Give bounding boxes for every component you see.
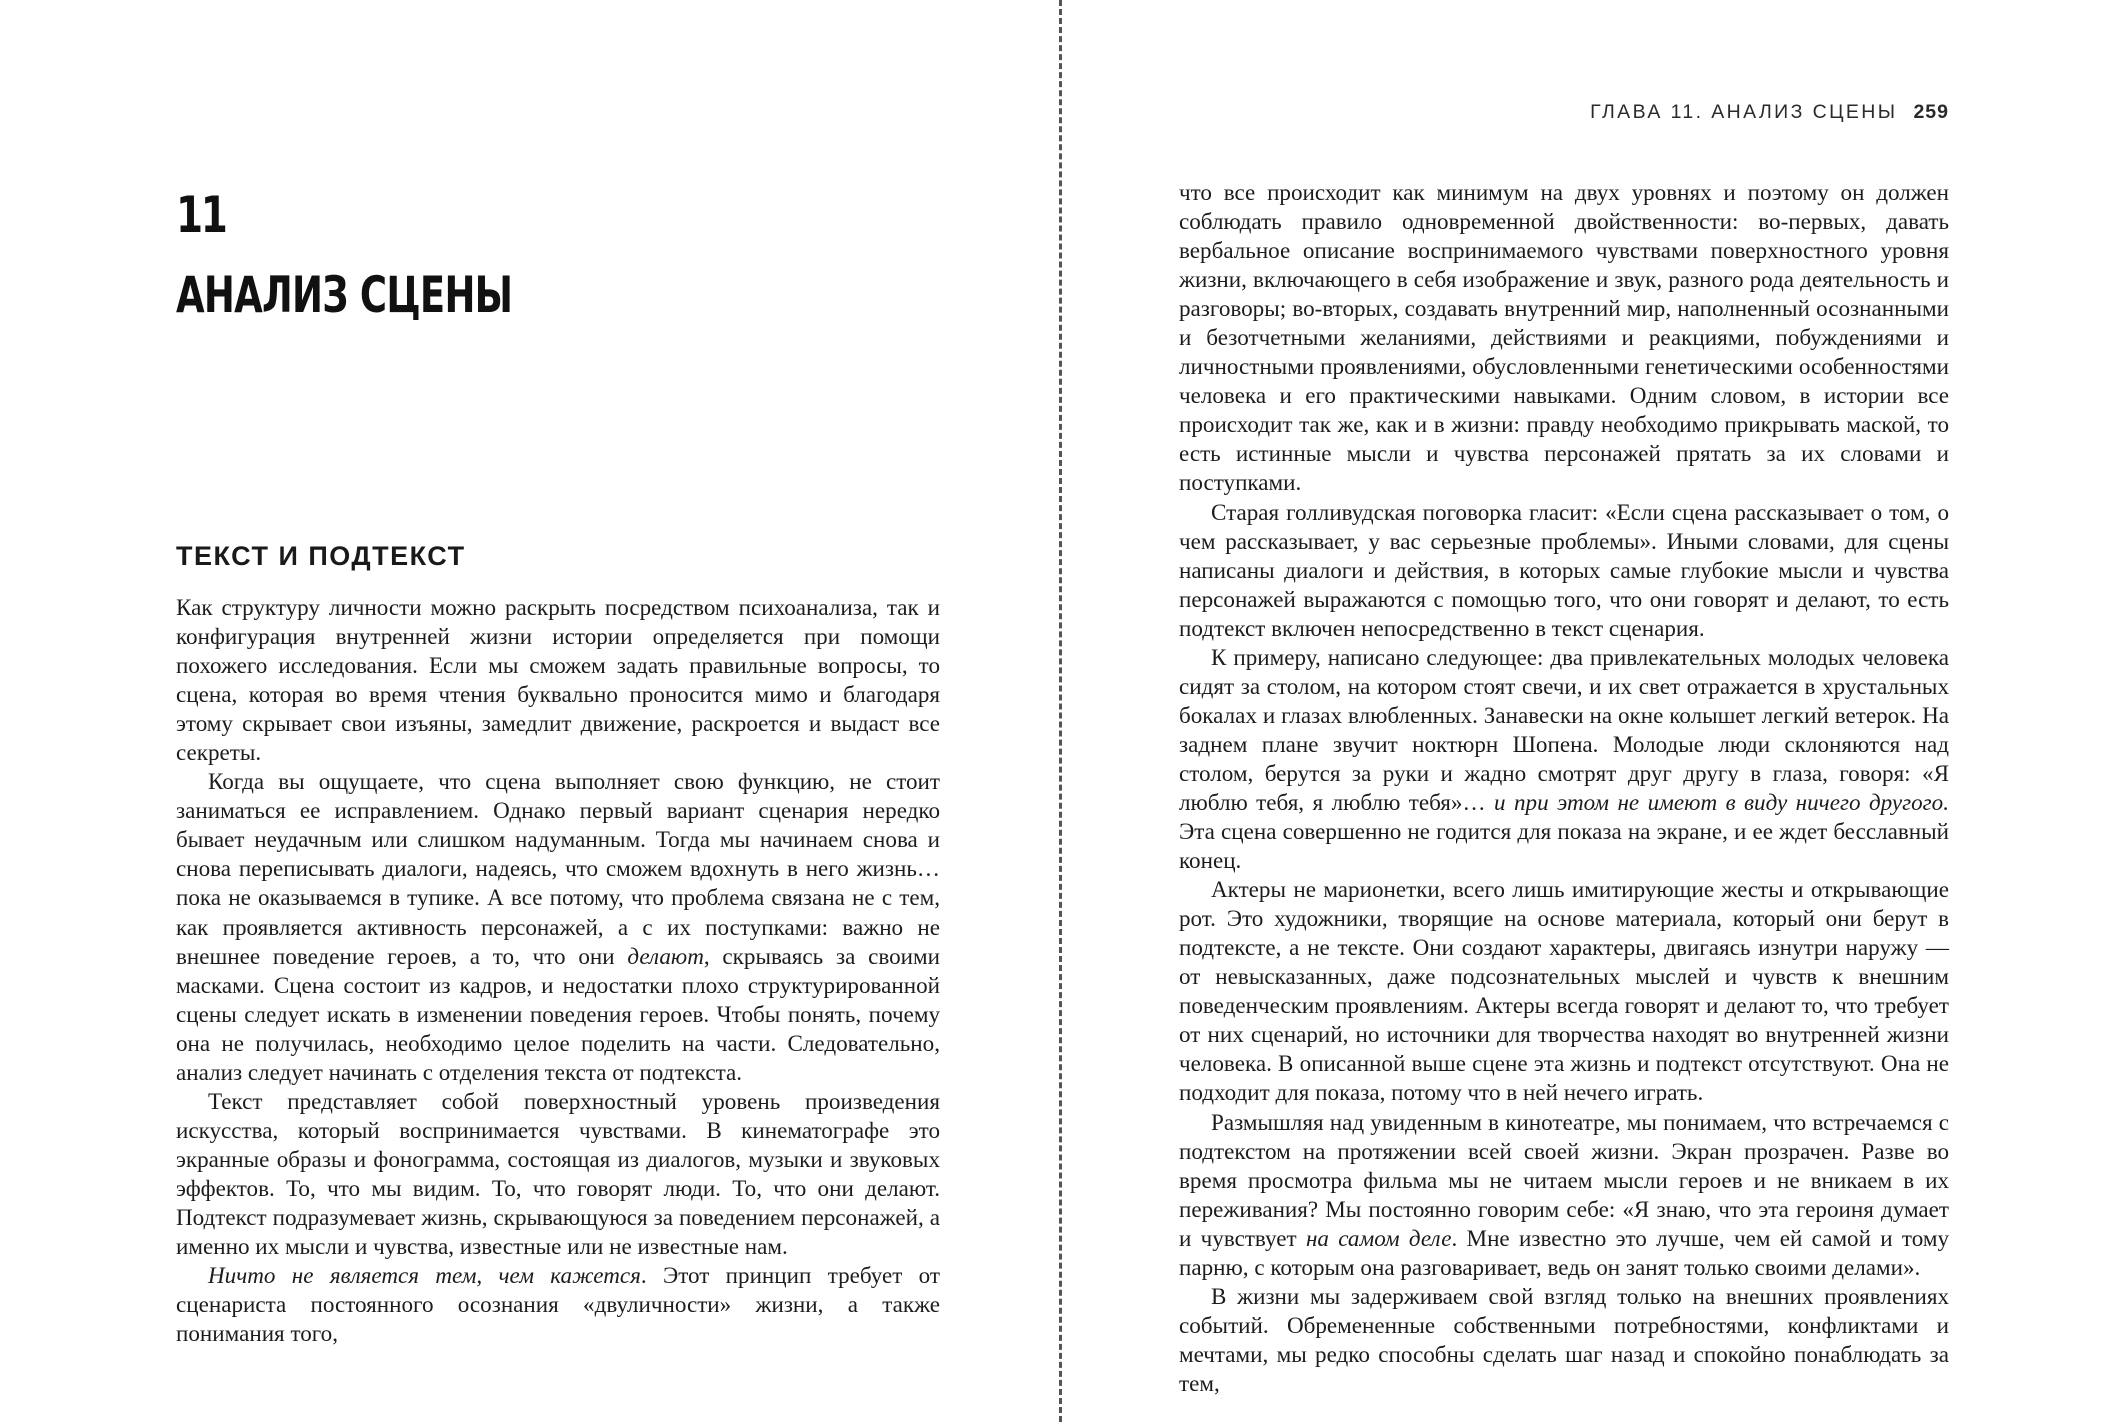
paragraph: К примеру, написано следующее: два привлекательных молодых человека сидят за столом, на котором стоят свечи, и их свет отражается в хрустальных бокалах и глазах влюбленных. Занавески на окне колышет легкий ветерок. На заднем плане звучит ноктюрн Шопена. Молодые люди склоняются над столом, берутся за руки и жадно смотрят друг другу в глаза, говоря: «Я люблю тебя, я люблю тебя»… и при этом не имеют в виду ничего другого. Эта сцена совершенно не годится для показа на экране, и ее ждет бесславный конец. [1179, 643, 1950, 874]
paragraph: Текст представляет собой поверхностный уровень произведения искусства, который воспринимается чувствами. В кинематографе это экранные образы и фонограмма, состоящая из диалогов, музыки и звуковых эффектов. То, что мы видим. То, что говорят люди. То, что они делают. Подтекст подразумевает жизнь, скрывающуюся за поведением персонажей, а именно их мысли и чувства, известные или не известные нам. [176, 1087, 940, 1260]
right-page-body [1179, 178, 1949, 1398]
chapter-number: 11 [176, 186, 226, 244]
page-gutter-divider [1059, 0, 1062, 1422]
page-number: 259 [1913, 101, 1949, 123]
paragraph: что все происходит как минимум на двух уровнях и поэтому он должен соблюдать правило одновременной двойственности: во-первых, давать вербальное описание воспринимаемого чувствами поверхностного уровня жизни, включающего в себя изображение и звук, разного рода деятельность и разговоры; во-вторых, создавать внутренний мир, наполненный осознанными и безотчетными желаниями, действиями и реакциями, побуждениями и личностными проявлениями, обусловленными генетическими особенностями человека и его практическими навыками. Одним словом, в истории все происходит так же, как и в жизни: правду необходимо прикрывать маской, то есть истинные мысли и чувства персонажей прятать за их словами и поступками. [1179, 179, 1949, 496]
left-page-body [176, 593, 940, 1348]
paragraph: Когда вы ощущаете, что сцена выполняет свою функцию, не стоит заниматься ее исправлением. Однако первый вариант сценария нередко бывает неудачным или слишком надуманным. Тогда мы начинаем снова и снова переписывать диалоги, надеясь, что сможем вдохнуть в него жизнь… пока не оказываемся в тупике. А все потому, что проблема связана не с тем, как проявляется активность персонажей, а с их поступками: важно не внешнее поведение героев, а то, что они делают, скрываясь за своими масками. Сцена состоит из кадров, и недостатки плохо структурированной сцены следует искать в изменении поведения героев. Чтобы понять, почему она не получилась, необходимо целое поделить на части. Следовательно, анализ следует начинать с отделения текста от подтекста. [176, 768, 940, 1085]
running-head-title: ГЛАВА 11. АНАЛИЗ СЦЕНЫ [1590, 101, 1898, 123]
paragraph: Размышляя над увиденным в кинотеатре, мы понимаем, что встречаемся с подтекстом на протяжении всей своей жизни. Экран прозрачен. Разве во время просмотра фильма мы не читаем мысли героев и не вникаем в их переживания? Мы постоянно говорим себе: «Я знаю, что эта героиня думает и чувствует на самом деле. Мне известно это лучше, чем ей самой и тому парню, с которым она разговаривает, ведь он занят только своими делами». [1179, 1108, 1949, 1280]
paragraph: Ничто не является тем, чем кажется. Этот принцип требует от сценариста постоянного осознания «двуличности» жизни, а также понимания того, [176, 1262, 940, 1347]
paragraph: Как структуру личности можно раскрыть посредством психоанализа, так и конфигурация внутренней жизни истории определяется при помощи похожего исследования. Если мы сможем задать правильные вопросы, то сцена, которая во время чтения буквально проносится мимо и благодаря этому скрывает свои изъяны, замедлит движение, раскроется и выдаст все секреты. [176, 594, 940, 766]
paragraph: Старая голливудская поговорка гласит: «Если сцена рассказывает о том, о чем рассказывает, у вас серьезные проблемы». Иными словами, для сцены написаны диалоги и действия, в которых самые глубокие мысли и чувства персонажей выражаются с помощью того, что они говорят и делают, то есть подтекст включен непосредственно в текст сценария. [1179, 498, 1949, 641]
running-head [1179, 101, 1949, 124]
paragraph: В жизни мы задерживаем свой взгляд только на внешних проявлениях событий. Обремененные собственными потребностями, конфликтами и мечтами, мы редко способны сделать шаг назад и спокойно понаблюдать за тем, [1179, 1282, 1949, 1396]
section-title: ТЕКСТ И ПОДТЕКСТ [176, 541, 466, 571]
chapter-title: АНАЛИЗ СЦЕНЫ [176, 266, 513, 324]
paragraph: Актеры не марионетки, всего лишь имитирующие жесты и открывающие рот. Это художники, творящие на основе материала, который они берут в подтексте, а не тексте. Они создают характеры, двигаясь изнутри наружу — от невысказанных, даже подсознательных мыслей и чувств к внешним поведенческим проявлениям. Актеры всегда говорят и делают то, что требует от них сценарий, но источники для творчества находят во внутренней жизни человека. В описанной выше сцене эта жизнь и подтекст отсутствуют. Она не подходит для показа, потому что в ней нечего играть. [1179, 876, 1949, 1106]
